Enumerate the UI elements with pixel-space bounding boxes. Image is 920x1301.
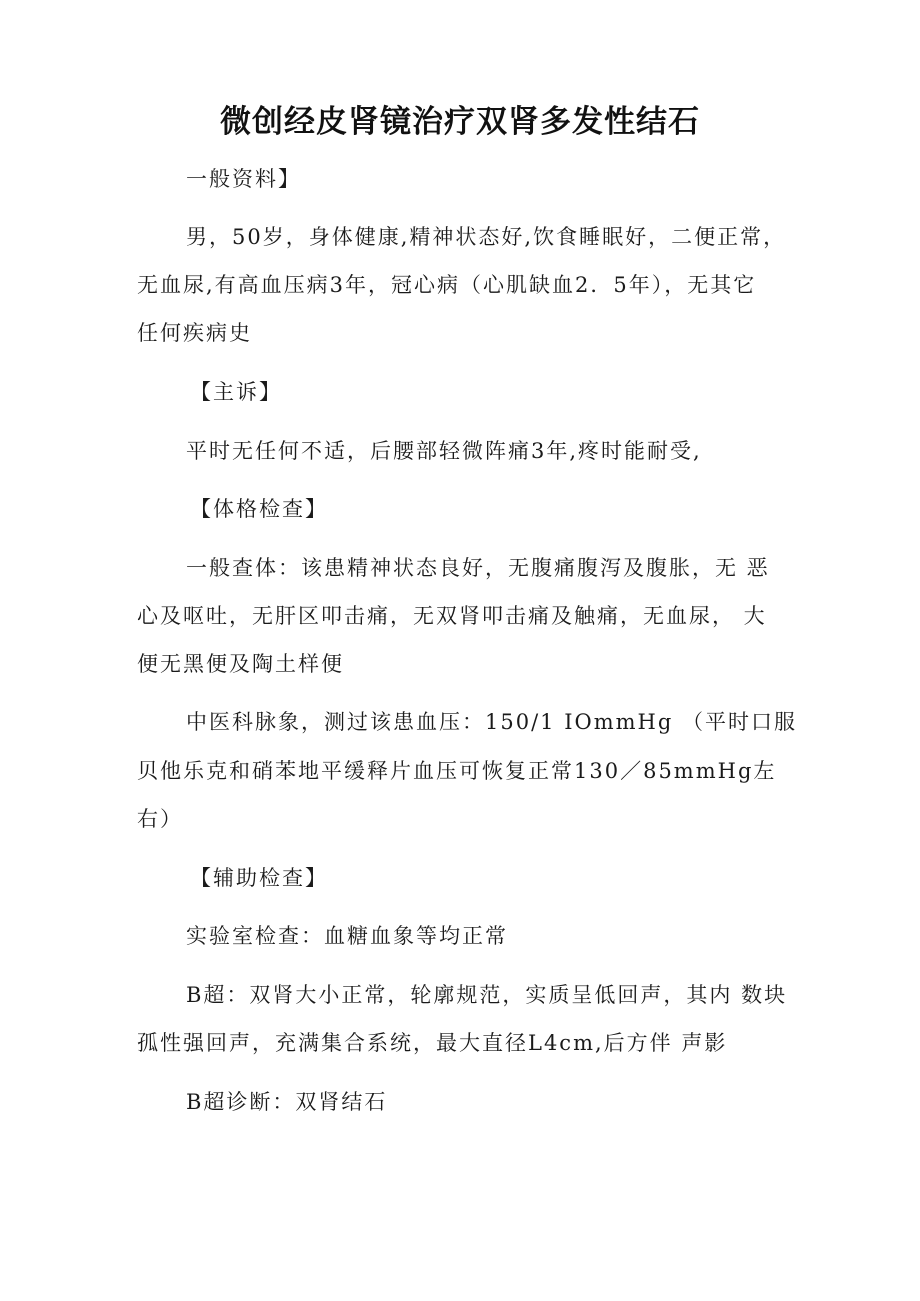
- physical-exam-line-5: 贝他乐克和硝苯地平缓释片血压可恢复正常130／85mmHg左: [137, 759, 777, 783]
- general-info-line-2: 无血尿,有高血压病3年，冠心病（心肌缺血2．5年），无其它: [137, 273, 757, 297]
- physical-exam-line-3: 便无黑便及陶土样便: [137, 652, 344, 676]
- section-heading-general-info: 一般资料】: [186, 167, 301, 191]
- auxiliary-exam-line-2: B超：双肾大小正常，轮廓规范，实质呈低回声，其内 数块: [186, 983, 788, 1007]
- physical-exam-line-2: 心及呕吐，无肝区叩击痛，无双肾叩击痛及触痛，无血尿， 大: [137, 604, 767, 628]
- chief-complaint-line-1: 平时无任何不适，后腰部轻微阵痛3年,疼时能耐受,: [186, 439, 702, 463]
- physical-exam-line-1: 一般查体：该患精神状态良好，无腹痛腹泻及腹胀，无 恶: [186, 556, 770, 580]
- section-heading-auxiliary-exam: 【辅助检查】: [190, 866, 328, 890]
- physical-exam-line-6: 右）: [137, 807, 183, 831]
- auxiliary-exam-line-4: B超诊断：双肾结石: [186, 1090, 388, 1114]
- auxiliary-exam-line-3: 孤性强回声，充满集合系统，最大直径L4cm,后方伴 声影: [137, 1031, 728, 1055]
- section-heading-chief-complaint: 【主诉】: [190, 380, 282, 404]
- auxiliary-exam-line-1: 实验室检查：血糖血象等均正常: [186, 924, 508, 948]
- general-info-line-3: 任何疾病史: [137, 321, 252, 345]
- physical-exam-line-4: 中医科脉象，测过该患血压：150/1 IOmmHg （平时口服: [186, 710, 797, 734]
- document-title: 微创经皮肾镜治疗双肾多发性结石: [220, 104, 700, 140]
- section-heading-physical-exam: 【体格检查】: [190, 497, 328, 521]
- general-info-line-1: 男，50岁，身体健康,精神状态好,饮食睡眠好，二便正常，: [186, 225, 787, 249]
